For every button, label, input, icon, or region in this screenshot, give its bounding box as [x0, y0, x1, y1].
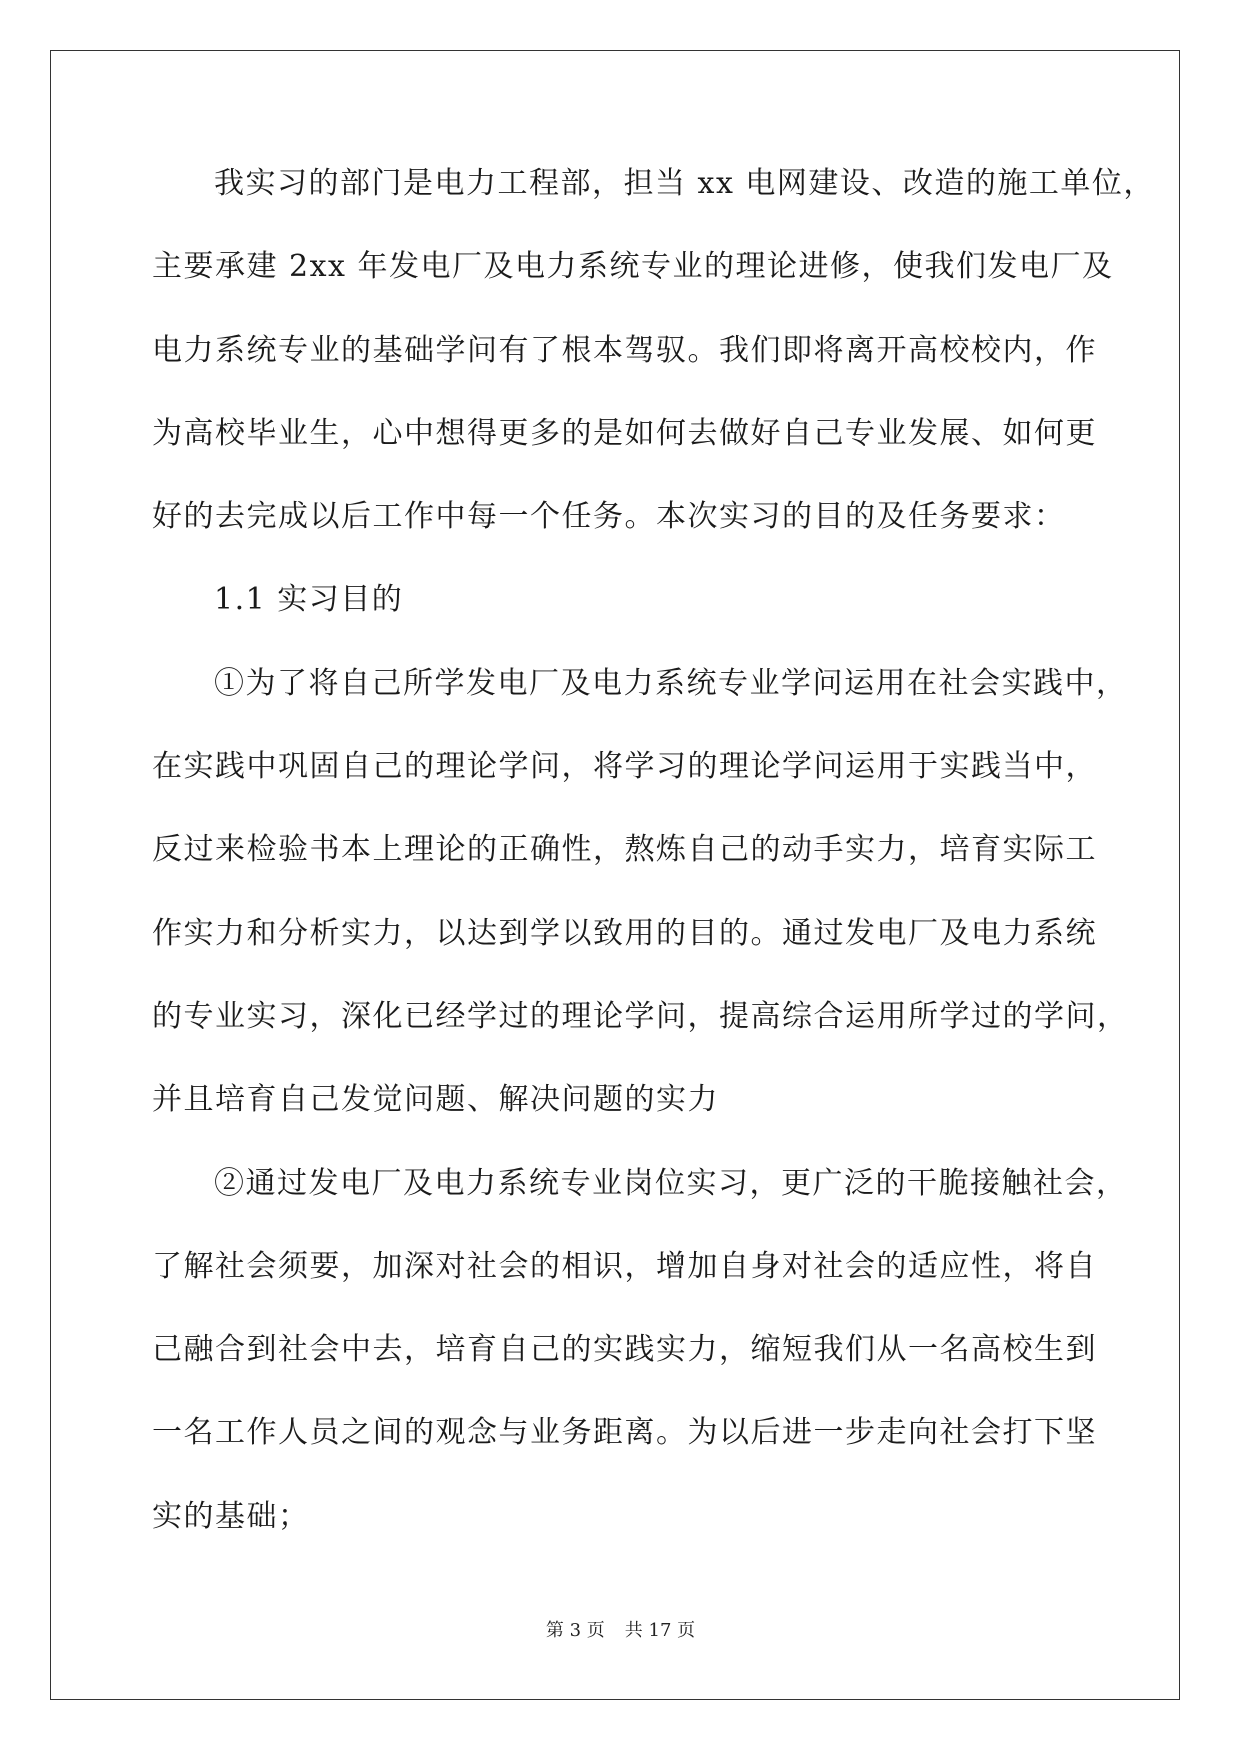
- text-line: 的专业实习，深化已经学过的理论学问，提高综合运用所学过的学问，: [152, 998, 1129, 1034]
- text-line: 了解社会须要，加深对社会的相识，增加自身对社会的适应性，将自: [152, 1248, 1097, 1284]
- text-line: 电力系统专业的基础学问有了根本驾驭。我们即将离开高校校内，作: [152, 332, 1097, 368]
- text-line: 并且培育自己发觉问题、解决问题的实力: [152, 1082, 719, 1118]
- text-line: 实的基础；: [152, 1498, 310, 1534]
- page-total: 共 17 页: [624, 1620, 696, 1641]
- text-line: 反过来检验书本上理论的正确性，熬炼自己的动手实力，培育实际工: [152, 832, 1097, 868]
- text-line: 主要承建 2xx 年发电厂及电力系统专业的理论进修，使我们发电厂及: [152, 249, 1114, 285]
- text-line: 一名工作人员之间的观念与业务距离。为以后进一步走向社会打下坚: [152, 1415, 1097, 1451]
- text-line: 我实习的部门是电力工程部，担当 xx 电网建设、改造的施工单位，: [214, 166, 1155, 201]
- text-line: 1.1 实习目的: [214, 582, 404, 618]
- text-line: 好的去完成以后工作中每一个任务。本次实习的目的及任务要求：: [152, 499, 1066, 535]
- page-footer: [0, 1616, 1241, 1642]
- text-line: ①为了将自己所学发电厂及电力系统专业学问运用在社会实践中，: [214, 665, 1128, 701]
- text-line: 为高校毕业生，心中想得更多的是如何去做好自己专业发展、如何更: [152, 415, 1097, 451]
- page-number: 第 3 页: [545, 1620, 605, 1641]
- text-line: 作实力和分析实力，以达到学以致用的目的。通过发电厂及电力系统: [152, 915, 1097, 951]
- text-line: 在实践中巩固自己的理论学问，将学习的理论学问运用于实践当中，: [152, 749, 1097, 785]
- document-body: [152, 160, 1155, 1576]
- text-line: ②通过发电厂及电力系统专业岗位实习，更广泛的干脆接触社会，: [214, 1165, 1128, 1201]
- text-line: 己融合到社会中去，培育自己的实践实力，缩短我们从一名高校生到: [152, 1332, 1097, 1368]
